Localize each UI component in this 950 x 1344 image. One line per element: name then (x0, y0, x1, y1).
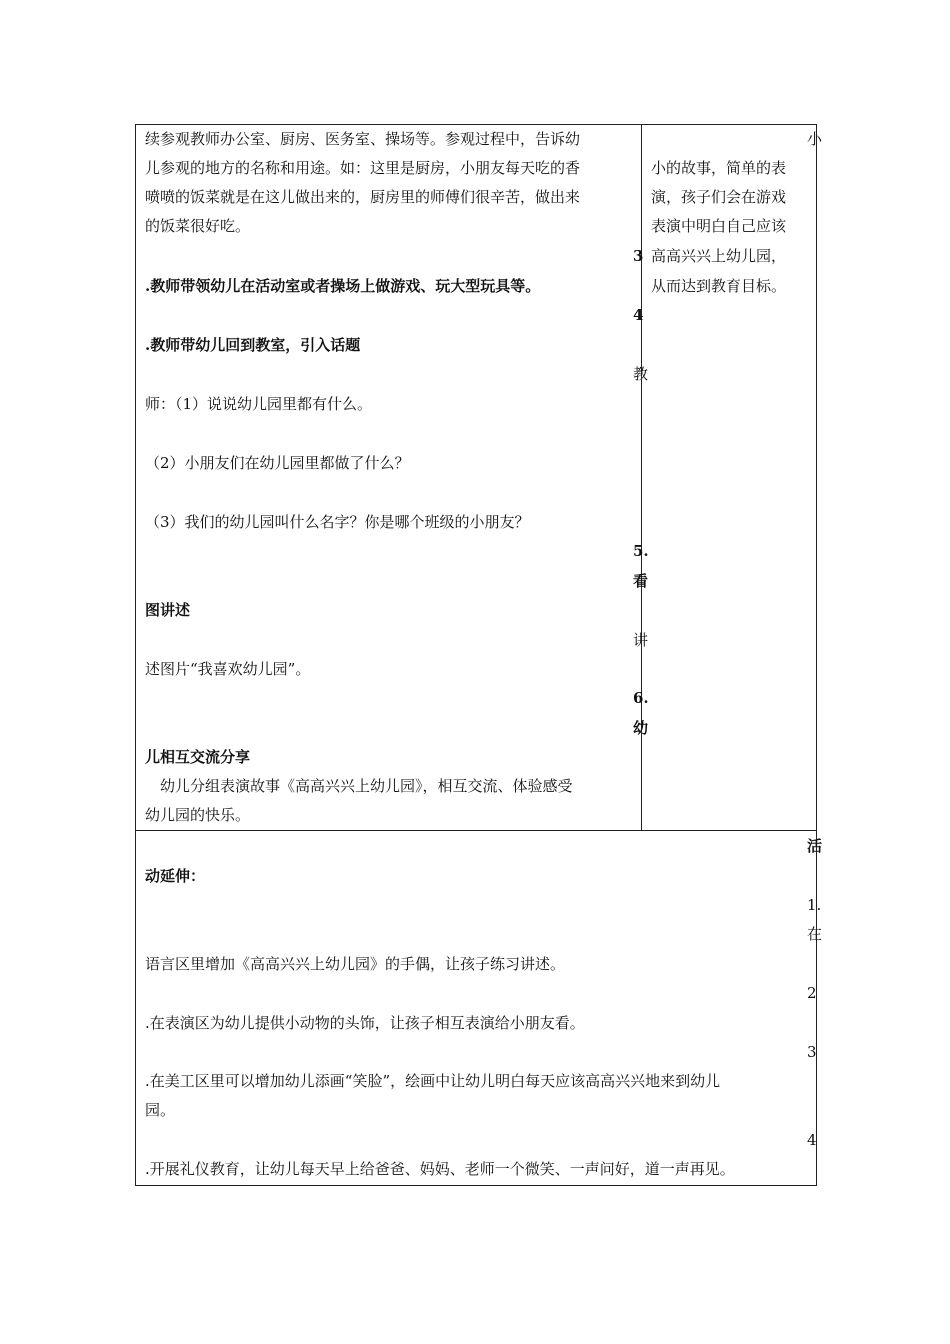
intro-line-3: 喷喷的饭菜就是在这儿做出来的，厨房里的师傅们很辛苦，做出来 (145, 188, 581, 206)
extension-marker-4: 4 (807, 1131, 817, 1149)
right-line-2: 演，孩子们会在游戏 (651, 188, 787, 206)
step4-text: .教师带幼儿回到教室，引入话题 (145, 336, 361, 354)
right-line-4: 高高兴兴上幼儿园， (651, 247, 787, 265)
extension-marker-1: 1. (807, 896, 822, 914)
step6-title: 儿相互交流分享 (145, 748, 251, 766)
marker-5: 5. (633, 542, 649, 560)
extension-title: 动延伸： (145, 867, 206, 885)
marker-jiang: 讲 (633, 631, 649, 649)
marker-you: 幼 (633, 719, 649, 737)
table-border-right (816, 124, 817, 1186)
extension-corner-title: 活 (807, 837, 823, 855)
table-border-left (135, 124, 136, 1186)
table-row-divider (135, 830, 817, 831)
right-line-3: 表演中明白自己应该 (651, 217, 787, 235)
right-line-5: 从而达到教育目标。 (651, 277, 787, 295)
intro-line-1: 续参观教师办公室、厨房、医务室、操场等。参观过程中，告诉幼 (145, 130, 581, 148)
extension-item-1: 语言区里增加《高高兴兴上幼儿园》的手偶，让孩子练习讲述。 (145, 955, 566, 973)
marker-jiao: 教 (633, 365, 649, 383)
extension-marker-3: 3 (807, 1043, 817, 1061)
marker-4: 4 (633, 306, 644, 324)
marker-kan: 看 (633, 572, 649, 590)
extension-item-3-line-1: .在美工区里可以增加幼儿添画“笑脸”，绘画中让幼儿明白每天应该高高兴兴地来到幼儿 (145, 1072, 721, 1090)
table-border-bottom (135, 1185, 817, 1186)
extension-item-2: .在表演区为幼儿提供小动物的头饰，让孩子相互表演给小朋友看。 (145, 1014, 585, 1032)
closing-line-2: 幼儿园的快乐。 (145, 806, 251, 824)
intro-line-4: 的饭菜很好吃。 (145, 217, 251, 235)
right-corner-char: 小 (807, 130, 823, 148)
question-1: 师：（1）说说幼儿园里都有什么。 (145, 395, 373, 413)
step5-title: 图讲述 (145, 601, 191, 619)
table-border-top (135, 124, 817, 125)
intro-line-2: 儿参观的地方的名称和用途。如：这里是厨房，小朋友每天吃的香 (145, 159, 581, 177)
marker-3: 3 (633, 247, 644, 265)
question-3: （3）我们的幼儿园叫什么名字？你是哪个班级的小朋友？ (145, 513, 530, 531)
question-2: （2）小朋友们在幼儿园里都做了什么？ (145, 454, 410, 472)
step5-text: 述图片“我喜欢幼儿园”。 (145, 660, 311, 678)
extension-marker-2: 2 (807, 984, 817, 1002)
right-line-1: 小的故事，简单的表 (651, 159, 787, 177)
step3-text: .教师带领幼儿在活动室或者操场上做游戏、玩大型玩具等。 (145, 277, 541, 295)
extension-item-3-line-2: 园。 (145, 1101, 176, 1119)
closing-line-1: 幼儿分组表演故事《高高兴兴上幼儿园》，相互交流、体验感受 (145, 777, 573, 795)
extension-marker-zai: 在 (807, 925, 823, 943)
marker-6: 6. (633, 689, 649, 707)
extension-item-4: .开展礼仪教育，让幼儿每天早上给爸爸、妈妈、老师一个微笑、一声问好，道一声再见。 (145, 1160, 735, 1178)
